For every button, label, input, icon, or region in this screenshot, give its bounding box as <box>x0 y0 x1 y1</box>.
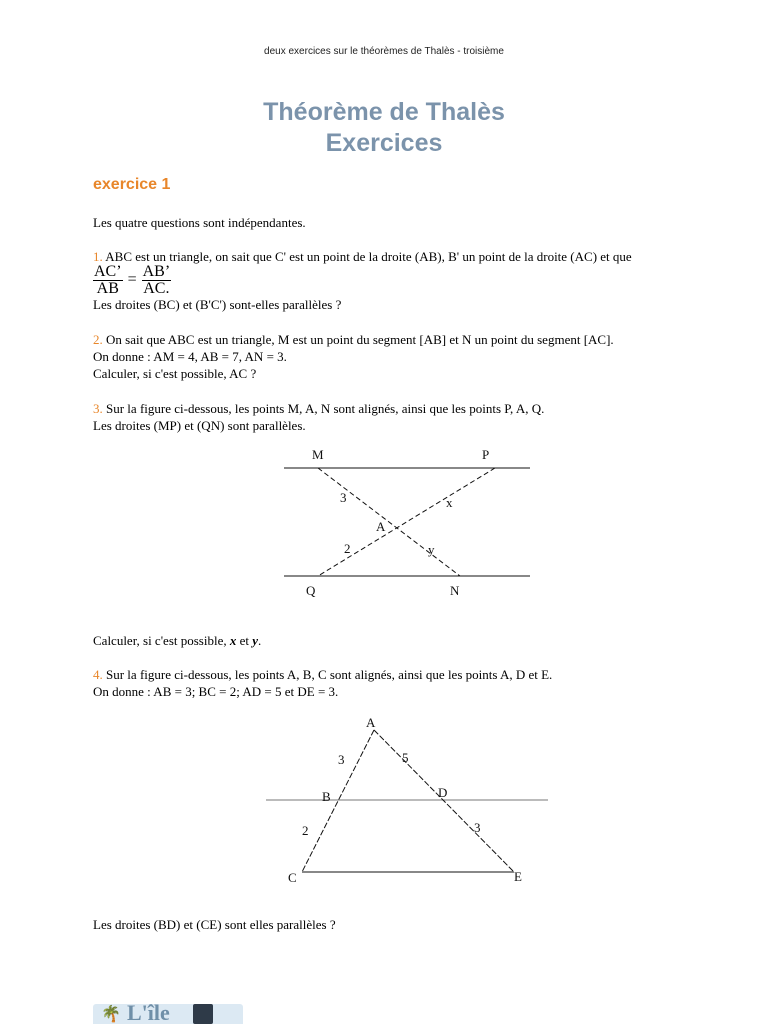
title-line-2: Exercices <box>325 129 443 157</box>
segment-ae <box>374 730 514 872</box>
q2-given: On donne : AM = 4, AB = 7, AN = 3. <box>93 349 287 364</box>
q1-statement <box>93 248 632 265</box>
label-p: P <box>482 447 490 462</box>
label-c: C <box>288 870 297 885</box>
length-ab: 3 <box>338 752 345 767</box>
q3-ask-end: . <box>258 633 262 648</box>
fraction-1-numerator: AC’ <box>94 262 122 280</box>
q3-number: 3. <box>93 401 103 416</box>
q2-number: 2. <box>93 332 103 347</box>
q3-statement <box>93 400 544 417</box>
figure-thales-crossed <box>270 440 550 605</box>
calculator-icon <box>193 1004 213 1024</box>
figure-thales-triangle <box>260 710 560 890</box>
palm-tree-icon: 🌴 <box>101 1006 121 1023</box>
equals-sign: = <box>127 271 137 288</box>
length-de: 3 <box>474 820 481 835</box>
segment-pq <box>318 468 495 576</box>
q1-text: ABC est un triangle, on sait que C' est un point de la droite (AB), B' un point de la droite (AC) et que <box>102 249 632 264</box>
length-aq: 2 <box>344 541 351 556</box>
q2-statement <box>93 331 614 348</box>
q1-number: 1. <box>93 249 103 264</box>
length-an: y <box>428 542 435 557</box>
length-bc: 2 <box>302 823 309 838</box>
q1-fraction-equation <box>93 262 171 298</box>
fraction-2 <box>142 264 172 297</box>
logo-text: L'île <box>127 1004 170 1024</box>
length-ad: 5 <box>402 750 409 765</box>
label-q: Q <box>306 583 316 598</box>
q4-text: Sur la figure ci-dessous, les points A, B, C sont alignés, ainsi que les points A, D et E. <box>102 667 553 682</box>
length-ma: 3 <box>340 490 347 505</box>
intro-text: Les quatre questions sont indépendantes. <box>93 215 306 230</box>
q3-question <box>93 632 261 649</box>
q3-ask-prefix: Calculer, si c'est possible, <box>93 633 230 648</box>
label-a: A <box>366 715 376 730</box>
q4-given: On donne : AB = 3; BC = 2; AD = 5 et DE = 3. <box>93 684 339 699</box>
q2-text: On sait que ABC est un triangle, M est un point du segment [AB] et N un point du segment [AC]. <box>102 332 614 347</box>
q4-question: Les droites (BD) et (CE) sont elles parallèles ? <box>93 917 336 932</box>
exercise-heading: exercice 1 <box>93 176 171 193</box>
segment-mn <box>318 468 460 576</box>
fraction-2-numerator: AB’ <box>142 262 171 280</box>
q2-question: Calculer, si c'est possible, AC ? <box>93 366 257 381</box>
title-line-1: Théorème de Thalès <box>263 98 505 126</box>
q4-statement <box>93 666 552 683</box>
label-m: M <box>312 447 324 462</box>
var-x: x <box>229 633 237 648</box>
q4-number: 4. <box>93 667 103 682</box>
q3-text: Sur la figure ci-dessous, les points M, A, N sont alignés, ainsi que les points P, A, Q. <box>102 401 545 416</box>
q1-question: Les droites (BC) et (B'C') sont-elles parallèles ? <box>93 297 342 312</box>
fraction-1-denominator: AB <box>96 279 119 297</box>
q3-ask-and: et <box>236 633 253 648</box>
site-logo[interactable] <box>93 1004 243 1024</box>
label-a: A <box>376 519 386 534</box>
var-y: y <box>252 633 259 648</box>
label-n: N <box>450 583 460 598</box>
label-d: D <box>438 785 448 800</box>
label-b: B <box>322 789 331 804</box>
page-title <box>0 97 768 159</box>
q3-parallel-note: Les droites (MP) et (QN) sont parallèles. <box>93 418 306 433</box>
length-pa: x <box>446 495 453 510</box>
label-e: E <box>514 869 522 884</box>
page-header: deux exercices sur le théorèmes de Thalès - troisième <box>264 46 504 57</box>
fraction-1 <box>93 264 123 297</box>
fraction-2-denominator: AC. <box>143 279 170 297</box>
